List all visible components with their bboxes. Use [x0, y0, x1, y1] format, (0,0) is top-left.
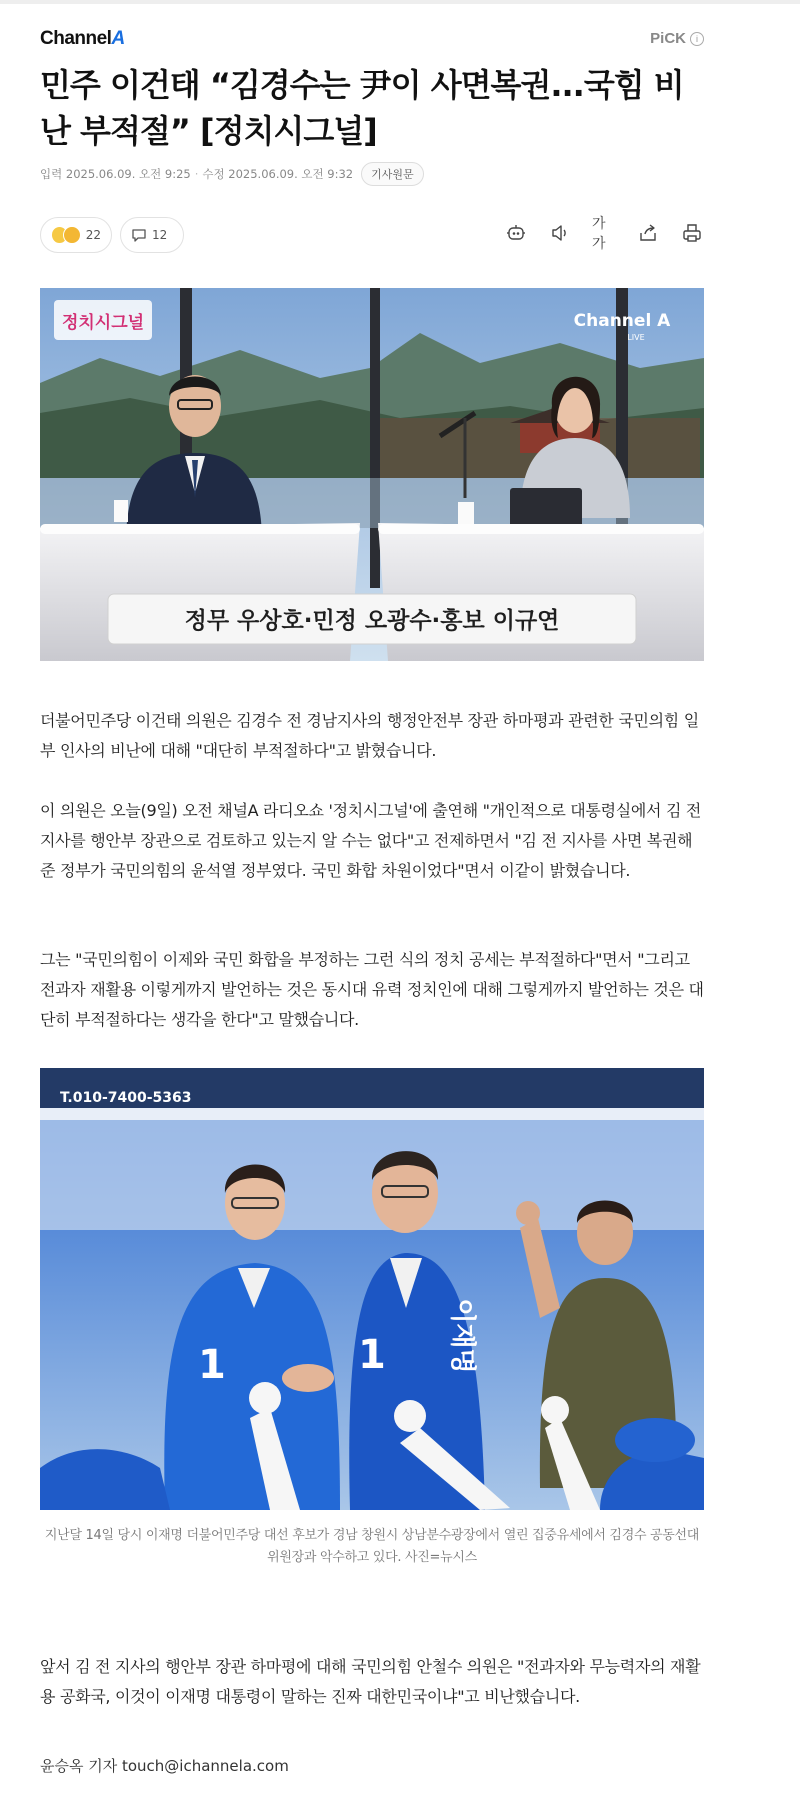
comment-count: 12 [152, 228, 168, 242]
share-icon [637, 222, 659, 244]
show-logo: 정치시그널 [61, 313, 145, 333]
published-label: 입력 [40, 167, 63, 181]
channel-a-live-logo: Channel A [573, 311, 671, 331]
pick-badge[interactable]: PiCK i [650, 30, 704, 47]
paragraph-3: 그는 "국민의힘이 이제와 국민 화합을 부정하는 그런 식의 정치 공세는 부적절하다"면서 "그리고 전과자 재활용 이렇게까지 발언하는 것은 동시대 유력 정치인에 대해 그렇게까지 발언하는 것은 대단히 부적절하다는 생각을 한다"고 말했습니다. [40, 950, 704, 1029]
paragraph-1: 더불어민주당 이건태 의원은 김경수 전 경남지사의 행정안전부 장관 하마평과 관련한 국민의힘 일부 인사의 비난에 대해 "대단히 부적절하다"고 밝혔습니다. [40, 711, 699, 760]
info-icon[interactable]: i [690, 32, 704, 46]
sign-phone-number: T.010-7400-5363 [60, 1090, 192, 1106]
print-button[interactable] [680, 221, 704, 245]
print-icon [681, 222, 703, 244]
article-meta: 입력 2025.06.09. 오전 9:25 · 수정 2025.06.09. 오전 9:32 기사원문 [40, 162, 424, 186]
robot-summary-icon [505, 222, 527, 244]
summary-button[interactable] [504, 221, 528, 245]
modified-label: 수정 [202, 167, 225, 181]
emoji-reaction-icon [63, 226, 80, 244]
rally-photo-graphic [40, 1068, 704, 1510]
modified-time: 2025.06.09. 오전 9:32 [228, 167, 354, 181]
font-size-icon: 가가 [592, 216, 606, 252]
audio-button[interactable] [548, 221, 572, 245]
original-article-button[interactable]: 기사원문 [361, 162, 424, 186]
studio-photo [40, 288, 704, 661]
top-divider [0, 0, 800, 4]
reporter-byline: 윤승옥 기자 touch@ichannela.com [40, 1757, 289, 1775]
studio-banner-text: 정무 우상호·민정 오광수·홍보 이규연 [184, 608, 560, 634]
jacket-text-center: 이재명 [447, 1298, 477, 1374]
comment-button[interactable] [120, 217, 184, 253]
reaction-count: 22 [85, 228, 101, 242]
paragraph-2: 이 의원은 오늘(9일) 오전 채널A 라디오쇼 '정치시그널'에 출연해 "개인적으로 대통령실에서 김 전 지사를 행안부 장관으로 검토하고 있는지 알 수는 없다"고 전제하면서 "김 전 지사를 사면 복권해준 정부가 국민의힘의 윤석열 정부였다. 국민 화합 차원이었다"면서 이같이 밝혔습니다. [40, 801, 702, 880]
header-bar [40, 28, 704, 52]
live-label: LIVE [627, 333, 645, 342]
channel-a-logo[interactable]: ChannelA [40, 28, 125, 49]
paragraph-4: 앞서 김 전 지사의 행안부 장관 하마평에 대해 국민의힘 안철수 의원은 "전과자와 무능력자의 재활용 공화국, 이것이 이재명 대통령이 말하는 진짜 대한민국이냐"고 비난했습니다. [40, 1657, 701, 1706]
share-button[interactable] [636, 221, 660, 245]
article-title: 민주 이건태 “김경수는 尹이 사면복권...국힘 비난 부적절” [정치시그널] [40, 66, 684, 150]
font-size-button[interactable] [592, 216, 616, 252]
jacket-number-center: 1 [358, 1332, 386, 1378]
speech-bubble-icon [131, 227, 147, 243]
published-time: 2025.06.09. 오전 9:25 [65, 167, 191, 181]
rally-photo [40, 1068, 704, 1510]
jacket-number-left: 1 [198, 1342, 226, 1388]
reaction-button[interactable] [40, 217, 112, 253]
article-toolbar [40, 215, 704, 255]
speaker-icon [549, 222, 571, 244]
studio-photo-graphic [40, 288, 704, 661]
tool-icons [504, 216, 704, 252]
photo-caption: 지난달 14일 당시 이재명 더불어민주당 대선 후보가 경남 창원시 상남분수광장에서 열린 집중유세에서 김경수 공동선대위원장과 악수하고 있다. 사진=뉴시스 [44, 1528, 700, 1565]
